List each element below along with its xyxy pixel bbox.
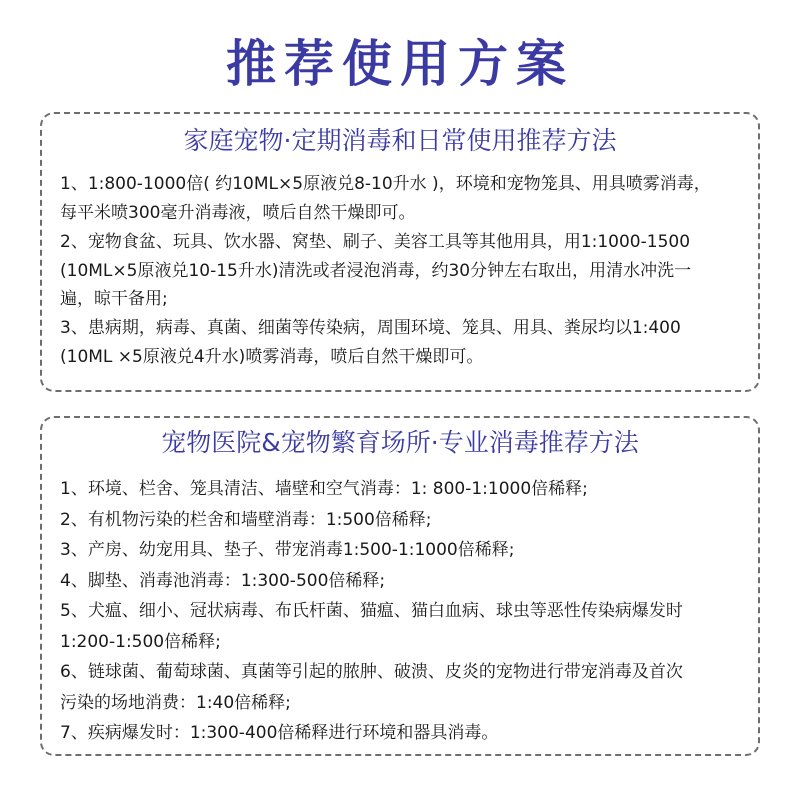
home-pet-panel: [40, 112, 760, 392]
text-line: 3、患病期，病毒、真菌、细菌等传染病，周围环境、笼具、用具、粪尿均以1:400: [60, 318, 681, 338]
text-line: 2、宠物食盆、玩具、饮水器、窝垫、刷子、美容工具等其他用具，用1:1000-1500: [60, 232, 691, 252]
list-item: 1:200-1:500倍稀释;: [60, 631, 221, 652]
instruction-paragraph-1: [60, 170, 750, 227]
professional-panel: [40, 416, 760, 756]
list-item: 污染的场地消费：1:40倍稀释;: [60, 692, 291, 713]
page-title: 推荐使用方案: [226, 35, 574, 93]
list-item: 1、环境、栏舍、笼具清洁、墙壁和空气消毒：1: 800-1:1000倍稀释;: [60, 479, 588, 499]
list-item: 6、链球菌、葡萄球菌、真菌等引起的脓肿、破溃、皮炎的宠物进行带宠消毒及首次: [60, 662, 683, 682]
list-item: 2、有机物污染的栏舍和墙壁消毒：1:500倍稀释;: [60, 509, 432, 530]
text-line: 遍，晾干备用;: [60, 289, 168, 309]
text-line: (10ML ×5原液兑4升水)喷雾消毒，喷后自然干燥即可。: [60, 346, 484, 367]
list-item: 3、产房、幼宠用具、垫子、带宠消毒1:500-1:1000倍稀释;: [60, 540, 515, 560]
text-line: 1、1:800-1000倍( 约10ML×5原液兑8-10升水 )，环境和宠物笼具、用具喷雾消毒，: [60, 174, 711, 194]
text-line: (10ML×5原液兑10-15升水)清洗或者浸泡消毒，约30分钟左右取出，用清水冲洗一: [60, 260, 692, 281]
text-line: 每平米喷300毫升消毒液，喷后自然干燥即可。: [60, 202, 416, 223]
dilution-list: [60, 474, 760, 749]
list-item: 4、脚垫、消毒池消毒：1:300-500倍稀释;: [60, 570, 386, 591]
instruction-paragraph-3: [60, 314, 750, 371]
home-pet-section-title: 家庭宠物·定期消毒和日常使用推荐方法: [183, 126, 617, 155]
professional-section-title: 宠物医院&宠物繁育场所·专业消毒推荐方法: [161, 428, 639, 457]
instruction-paragraph-2: [60, 228, 750, 314]
list-item: 7、疾病爆发时：1:300-400倍稀释进行环境和器具消毒。: [60, 723, 499, 743]
list-item: 5、犬瘟、细小、冠状病毒、布氏杆菌、猫瘟、猫白血病、球虫等恶性传染病爆发时: [60, 601, 683, 621]
